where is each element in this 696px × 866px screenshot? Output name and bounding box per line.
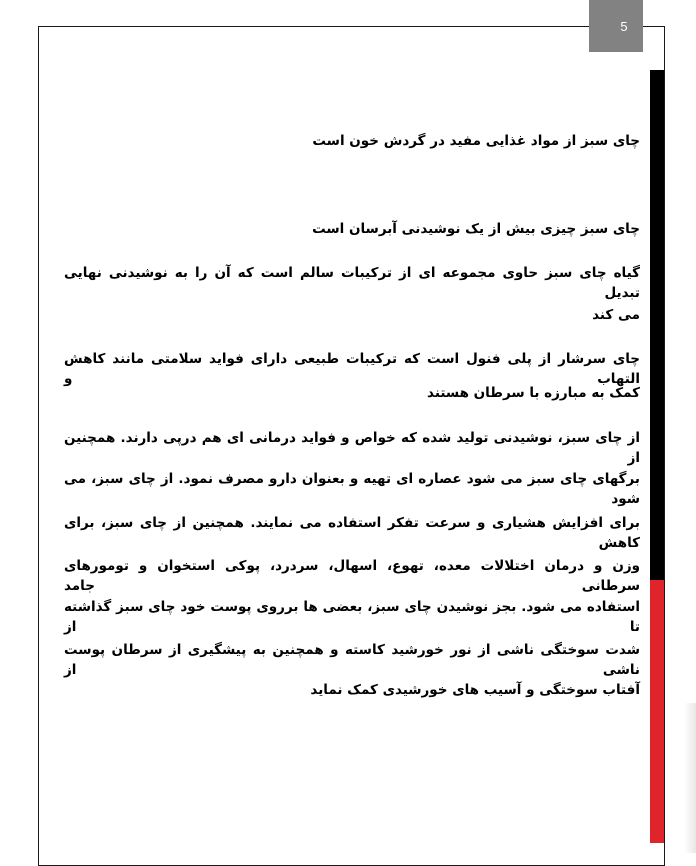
- text-line-3: گیاه چای سبز حاوی مجموعه ای از ترکیبات سالم است که آن را به نوشیدنی نهایی تبدیل: [64, 265, 640, 301]
- side-bar-red: [650, 580, 664, 843]
- side-bar-black: [650, 70, 664, 580]
- text-line-8: برگهای چای سبز می شود عصاره ای تهیه و بعنوان دارو مصرف نمود. از چای سبز، می شود: [64, 471, 640, 507]
- heading-green-tea-blood-circulation: چای سبز از مواد غذایی مفید در گردش خون است: [312, 133, 640, 149]
- text-line-5: چای سرشار از پلی فنول است که ترکیبات طبیعی دارای فواید سلامتی مانند کاهش التهاب و: [64, 351, 640, 387]
- text-line-7: از چای سبز، نوشیدنی تولید شده که خواص و فواید درمانی ای هم درپی دارند. همچنین از: [64, 430, 640, 466]
- text-line-12: شدت سوختگی ناشی از نور خورشید کاسته و همچنین به پیشگیری از سرطان پوست ناشی از: [64, 642, 640, 678]
- text-line-10: وزن و درمان اختلالات معده، تهوع، اسهال، سردرد، پوکی استخوان و تومورهای سرطانی جامد: [64, 558, 640, 594]
- text-line-13: آفتاب سوختگی و آسیب های خورشیدی کمک نماید: [310, 682, 640, 698]
- page-curl-shadow: [684, 703, 696, 853]
- heading-green-tea-hydrating: چای سبز چیزی بیش از یک نوشیدنی آبرسان است: [312, 221, 640, 237]
- text-line-11: استفاده می شود. بجز نوشیدن چای سبز، بعضی ها برروی پوست خود چای سبز گذاشته تا از: [64, 599, 640, 635]
- page-number: 5: [620, 18, 628, 34]
- page-number-badge: [589, 0, 643, 52]
- text-line-6: کمک به مبارزه با سرطان هستند: [427, 385, 640, 401]
- text-line-9: برای افزایش هشیاری و سرعت تفکر استفاده می نمایند. همچنین از چای سبز، برای کاهش: [64, 515, 640, 551]
- text-line-4: می کند: [592, 307, 640, 323]
